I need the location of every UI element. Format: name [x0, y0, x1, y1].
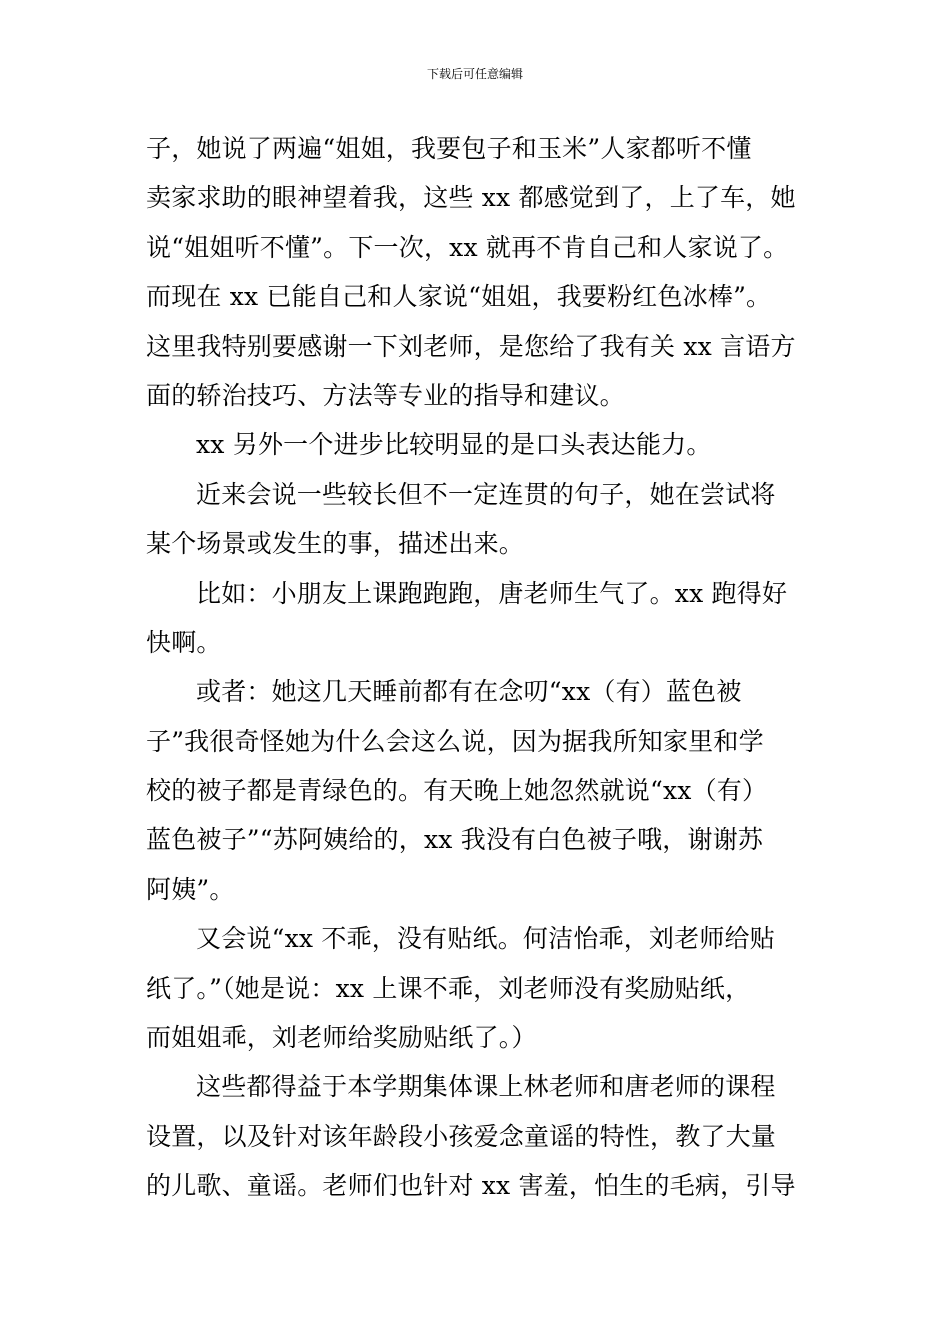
text-line: 面的轿治技巧、方法等专业的指导和建议。 [146, 380, 625, 410]
text-line: 蓝色被子”“苏阿姨给的，xx 我没有白色被子哦，谢谢苏 [146, 825, 764, 855]
text-line: 纸了。”（她是说：xx 上课不乖，刘老师没有奖励贴纸， [146, 973, 751, 1003]
text-line: 比如：小朋友上课跑跑跑，唐老师生气了。xx 跑得好 [196, 578, 788, 608]
text-line: 而姐姐乖，刘老师给奖励贴纸了。） [146, 1023, 537, 1053]
text-line: 校的被子都是青绿色的。有天晚上她忽然就说“xx（有） [146, 776, 768, 806]
text-line: 子”我很奇怪她为什么会这么说，因为据我所知家里和学 [146, 726, 764, 756]
text-line: 而现在 xx 已能自己和人家说“姐姐，我要粉红色冰棒”。 [146, 282, 772, 312]
text-line: 某个场景或发生的事，描述出来。 [146, 529, 525, 559]
page-header-note: 下载后可任意编辑 [426, 67, 523, 81]
text-line: 卖家求助的眼神望着我，这些 xx 都感觉到了，上了车，她 [146, 183, 796, 213]
text-line: 又会说“xx 不乖，没有贴纸。何洁怡乖，刘老师给贴 [196, 924, 775, 954]
text-line: 这里我特别要感谢一下刘老师，是您给了我有关 xx 言语方 [146, 331, 796, 361]
text-line: xx 另外一个进步比较明显的是口头表达能力。 [196, 430, 712, 460]
text-line: 子，她说了两遍“姐姐，我要包子和玉米”人家都听不懂 [146, 134, 752, 163]
text-line: 快啊。 [146, 627, 222, 657]
text-line: 的儿歌、童谣。老师们也针对 xx 害羞，怕生的毛病，引导 [146, 1171, 796, 1201]
text-line: 阿姨”。 [146, 874, 235, 904]
text-line: 设置，以及针对该年龄段小孩爱念童谣的特性，教了大量 [146, 1121, 777, 1151]
document-body [146, 124, 826, 1211]
text-line: 说“姐姐听不懂”。下一次，xx 就再不肯自己和人家说了。 [146, 232, 789, 262]
text-line: 这些都得益于本学期集体课上林老师和唐老师的课程 [196, 1072, 776, 1102]
text-line: 近来会说一些较长但不一定连贯的句子，她在尝试将 [196, 479, 776, 509]
text-line: 或者：她这几天睡前都有在念叨“xx（有）蓝色被 [196, 677, 742, 707]
